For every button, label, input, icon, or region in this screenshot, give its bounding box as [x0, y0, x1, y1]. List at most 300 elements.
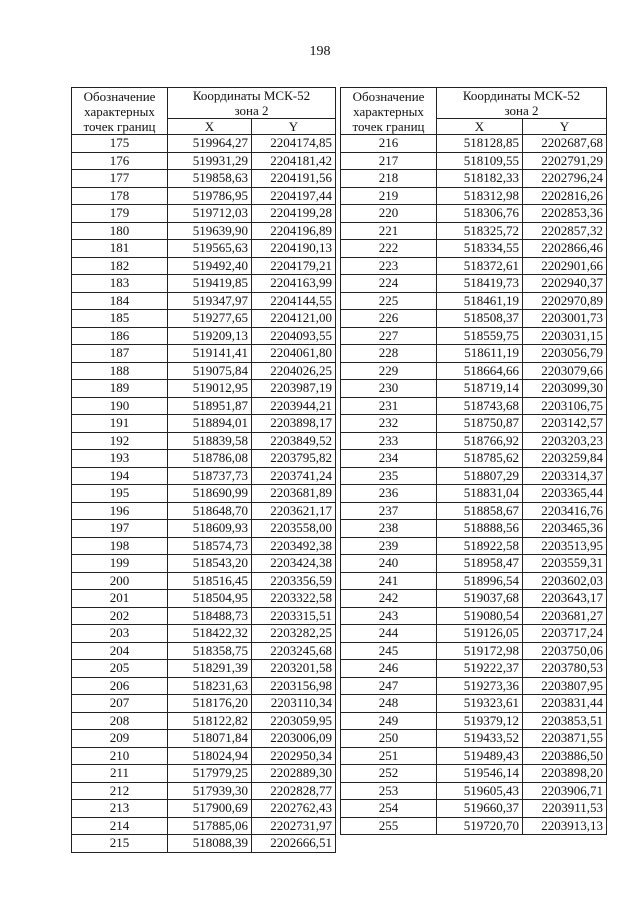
- x-coordinate-cell: 517979,25: [168, 765, 252, 783]
- x-coordinate-cell: 519492,40: [168, 257, 252, 275]
- x-coordinate-cell: 518922,58: [437, 537, 523, 555]
- table-row: [341, 432, 607, 450]
- y-coordinate-cell: 2203001,73: [523, 310, 607, 328]
- point-number-cell: 192: [72, 432, 168, 450]
- x-coordinate-cell: 518504,95: [168, 590, 252, 608]
- x-coordinate-cell: 519546,14: [437, 765, 523, 783]
- y-coordinate-cell: 2202796,24: [523, 170, 607, 188]
- table-row: [341, 205, 607, 223]
- point-number-cell: 189: [72, 380, 168, 398]
- x-coordinate-cell: 519720,70: [437, 817, 523, 835]
- y-coordinate-cell: 2204196,89: [252, 222, 336, 240]
- table-row: [72, 257, 336, 275]
- y-coordinate-cell: 2203849,52: [252, 432, 336, 450]
- point-number-cell: 245: [341, 642, 437, 660]
- point-number-cell: 208: [72, 712, 168, 730]
- point-number-cell: 219: [341, 187, 437, 205]
- y-coordinate-cell: 2203795,82: [252, 450, 336, 468]
- y-coordinate-cell: 2202791,29: [523, 152, 607, 170]
- y-coordinate-cell: 2203750,06: [523, 642, 607, 660]
- table-row: [72, 485, 336, 503]
- table-row: [341, 397, 607, 415]
- x-coordinate-cell: 518325,72: [437, 222, 523, 240]
- y-coordinate-cell: 2203106,75: [523, 397, 607, 415]
- x-coordinate-cell: 518958,47: [437, 555, 523, 573]
- coord-zone-header: зона 2: [437, 103, 607, 119]
- x-coordinate-cell: 518894,01: [168, 415, 252, 433]
- y-coordinate-cell: 2204197,44: [252, 187, 336, 205]
- x-coordinate-cell: 519433,52: [437, 730, 523, 748]
- table-row: [72, 607, 336, 625]
- point-number-cell: 233: [341, 432, 437, 450]
- point-number-cell: 247: [341, 677, 437, 695]
- y-coordinate-cell: 2202950,34: [252, 747, 336, 765]
- y-coordinate-cell: 2204190,13: [252, 240, 336, 258]
- table-row: [341, 747, 607, 765]
- x-coordinate-cell: 519141,41: [168, 345, 252, 363]
- table-row: [72, 310, 336, 328]
- x-coordinate-cell: 519347,97: [168, 292, 252, 310]
- x-coordinate-cell: 518422,32: [168, 625, 252, 643]
- x-coordinate-cell: 518766,92: [437, 432, 523, 450]
- x-coordinate-cell: 518334,55: [437, 240, 523, 258]
- table-row: [341, 310, 607, 328]
- table-row: [72, 625, 336, 643]
- y-coordinate-cell: 2202889,30: [252, 765, 336, 783]
- label-line-1: Обозначение: [352, 88, 425, 104]
- point-number-cell: 232: [341, 415, 437, 433]
- point-number-cell: 212: [72, 782, 168, 800]
- x-coordinate-cell: 519075,84: [168, 362, 252, 380]
- table-row: [72, 677, 336, 695]
- point-number-cell: 196: [72, 502, 168, 520]
- table-row: [72, 572, 336, 590]
- table-row: [72, 835, 336, 853]
- y-coordinate-cell: 2202687,68: [523, 135, 607, 153]
- point-number-cell: 201: [72, 590, 168, 608]
- table-row: [72, 747, 336, 765]
- table-row: [341, 555, 607, 573]
- point-number-cell: 198: [72, 537, 168, 555]
- y-coordinate-cell: 2203079,66: [523, 362, 607, 380]
- y-coordinate-cell: 2204026,25: [252, 362, 336, 380]
- point-number-cell: 231: [341, 397, 437, 415]
- page-number: 198: [309, 44, 331, 59]
- x-coordinate-cell: 518372,61: [437, 257, 523, 275]
- y-coordinate-cell: 2202857,32: [523, 222, 607, 240]
- table-row: [341, 520, 607, 538]
- point-number-cell: 178: [72, 187, 168, 205]
- point-number-cell: 235: [341, 467, 437, 485]
- y-coordinate-cell: 2204181,42: [252, 152, 336, 170]
- y-coordinate-cell: 2203559,31: [523, 555, 607, 573]
- point-number-cell: 204: [72, 642, 168, 660]
- table-row: [341, 695, 607, 713]
- point-number-cell: 185: [72, 310, 168, 328]
- y-coordinate-cell: 2202853,36: [523, 205, 607, 223]
- point-number-cell: 229: [341, 362, 437, 380]
- x-coordinate-cell: 519037,68: [437, 590, 523, 608]
- table-row: [72, 660, 336, 678]
- table-row: [341, 502, 607, 520]
- x-coordinate-cell: 518839,58: [168, 432, 252, 450]
- point-number-cell: 226: [341, 310, 437, 328]
- point-number-cell: 181: [72, 240, 168, 258]
- y-coordinate-cell: 2203056,79: [523, 345, 607, 363]
- x-coordinate-cell: 518807,29: [437, 467, 523, 485]
- table-row: [72, 695, 336, 713]
- x-coordinate-cell: 518306,76: [437, 205, 523, 223]
- point-label-header: [72, 88, 168, 135]
- table-row: [72, 730, 336, 748]
- table-row: [341, 240, 607, 258]
- x-coordinate-cell: 519323,61: [437, 695, 523, 713]
- point-number-cell: 215: [72, 835, 168, 853]
- x-coordinate-cell: 519660,37: [437, 800, 523, 818]
- point-number-cell: 230: [341, 380, 437, 398]
- y-coordinate-cell: 2203315,51: [252, 607, 336, 625]
- x-coordinate-cell: 518488,73: [168, 607, 252, 625]
- x-coordinate-cell: 518719,14: [437, 380, 523, 398]
- x-coordinate-cell: 518611,19: [437, 345, 523, 363]
- x-coordinate-cell: 519172,98: [437, 642, 523, 660]
- x-coordinate-cell: 518609,93: [168, 520, 252, 538]
- x-coordinate-cell: 519605,43: [437, 782, 523, 800]
- x-coordinate-cell: 519639,90: [168, 222, 252, 240]
- table-row: [341, 187, 607, 205]
- y-coordinate-cell: 2203513,95: [523, 537, 607, 555]
- point-number-cell: 227: [341, 327, 437, 345]
- y-coordinate-cell: 2203643,17: [523, 590, 607, 608]
- x-coordinate-cell: 519080,54: [437, 607, 523, 625]
- point-number-cell: 253: [341, 782, 437, 800]
- table-row: [72, 170, 336, 188]
- table-row: [341, 572, 607, 590]
- point-number-cell: 251: [341, 747, 437, 765]
- point-number-cell: 210: [72, 747, 168, 765]
- table-row: [72, 782, 336, 800]
- table-row: [341, 800, 607, 818]
- table-row: [72, 292, 336, 310]
- y-column-header: Y: [523, 119, 607, 135]
- table-row: [341, 362, 607, 380]
- point-number-cell: 176: [72, 152, 168, 170]
- x-coordinate-cell: 518951,87: [168, 397, 252, 415]
- x-coordinate-cell: 518785,62: [437, 450, 523, 468]
- table-row: [341, 135, 607, 153]
- table-row: [341, 450, 607, 468]
- y-coordinate-cell: 2203201,58: [252, 660, 336, 678]
- y-coordinate-cell: 2203681,27: [523, 607, 607, 625]
- coord-system-header: Координаты МСК-52: [437, 88, 607, 104]
- point-number-cell: 225: [341, 292, 437, 310]
- y-coordinate-cell: 2203099,30: [523, 380, 607, 398]
- y-coordinate-cell: 2202901,66: [523, 257, 607, 275]
- x-coordinate-cell: 518996,54: [437, 572, 523, 590]
- point-number-cell: 187: [72, 345, 168, 363]
- y-coordinate-cell: 2204191,56: [252, 170, 336, 188]
- y-coordinate-cell: 2203259,84: [523, 450, 607, 468]
- point-number-cell: 213: [72, 800, 168, 818]
- table-row: [341, 625, 607, 643]
- table-row: [341, 537, 607, 555]
- point-number-cell: 182: [72, 257, 168, 275]
- y-coordinate-cell: 2202816,26: [523, 187, 607, 205]
- point-number-cell: 224: [341, 275, 437, 293]
- y-coordinate-cell: 2202762,43: [252, 800, 336, 818]
- x-coordinate-cell: 518358,75: [168, 642, 252, 660]
- y-coordinate-cell: 2203681,89: [252, 485, 336, 503]
- point-number-cell: 209: [72, 730, 168, 748]
- table-row: [341, 712, 607, 730]
- table-row: [72, 397, 336, 415]
- point-number-cell: 221: [341, 222, 437, 240]
- point-number-cell: 243: [341, 607, 437, 625]
- table-row: [72, 222, 336, 240]
- x-coordinate-cell: 518559,75: [437, 327, 523, 345]
- table-row: [72, 275, 336, 293]
- x-coordinate-cell: 518750,87: [437, 415, 523, 433]
- point-number-cell: 190: [72, 397, 168, 415]
- x-coordinate-cell: 518461,19: [437, 292, 523, 310]
- point-number-cell: 248: [341, 695, 437, 713]
- y-coordinate-cell: 2203142,57: [523, 415, 607, 433]
- table-row: [72, 415, 336, 433]
- point-number-cell: 238: [341, 520, 437, 538]
- y-coordinate-cell: 2203741,24: [252, 467, 336, 485]
- x-coordinate-cell: 518888,56: [437, 520, 523, 538]
- y-coordinate-cell: 2203416,76: [523, 502, 607, 520]
- table-row: [341, 782, 607, 800]
- y-coordinate-cell: 2203911,53: [523, 800, 607, 818]
- y-coordinate-cell: 2204144,55: [252, 292, 336, 310]
- table-row: [72, 187, 336, 205]
- table-row: [341, 327, 607, 345]
- y-coordinate-cell: 2202940,37: [523, 275, 607, 293]
- table-row: [341, 222, 607, 240]
- label-line-2: характерных: [353, 103, 424, 119]
- y-coordinate-cell: 2202731,97: [252, 817, 336, 835]
- table-row: [72, 450, 336, 468]
- y-coordinate-cell: 2204163,99: [252, 275, 336, 293]
- table-row: [341, 292, 607, 310]
- point-number-cell: 200: [72, 572, 168, 590]
- label-line-1: Обозначение: [83, 88, 156, 104]
- table-row: [341, 467, 607, 485]
- table-row: [341, 607, 607, 625]
- x-coordinate-cell: 519126,05: [437, 625, 523, 643]
- table-row: [341, 765, 607, 783]
- label-line-3: точек границ: [83, 118, 156, 134]
- y-coordinate-cell: 2204199,28: [252, 205, 336, 223]
- y-coordinate-cell: 2203203,23: [523, 432, 607, 450]
- x-coordinate-cell: 518858,67: [437, 502, 523, 520]
- y-coordinate-cell: 2203853,51: [523, 712, 607, 730]
- table-row: [72, 327, 336, 345]
- x-coordinate-cell: 518122,82: [168, 712, 252, 730]
- y-coordinate-cell: 2203110,34: [252, 695, 336, 713]
- y-coordinate-cell: 2203621,17: [252, 502, 336, 520]
- table-row: [341, 170, 607, 188]
- x-coordinate-cell: 519489,43: [437, 747, 523, 765]
- table-row: [341, 380, 607, 398]
- x-coordinate-cell: 519379,12: [437, 712, 523, 730]
- point-number-cell: 244: [341, 625, 437, 643]
- point-number-cell: 199: [72, 555, 168, 573]
- table-row: [72, 537, 336, 555]
- point-number-cell: 188: [72, 362, 168, 380]
- table-row: [72, 555, 336, 573]
- point-number-cell: 191: [72, 415, 168, 433]
- point-number-cell: 228: [341, 345, 437, 363]
- point-number-cell: 184: [72, 292, 168, 310]
- coord-zone-header: зона 2: [168, 103, 336, 119]
- x-coordinate-cell: 519931,29: [168, 152, 252, 170]
- x-coordinate-cell: 518182,33: [437, 170, 523, 188]
- x-coordinate-cell: 519858,63: [168, 170, 252, 188]
- y-coordinate-cell: 2203807,95: [523, 677, 607, 695]
- x-coordinate-cell: 518291,39: [168, 660, 252, 678]
- y-column-header: Y: [252, 119, 336, 135]
- x-coordinate-cell: 518109,55: [437, 152, 523, 170]
- point-number-cell: 202: [72, 607, 168, 625]
- point-number-cell: 220: [341, 205, 437, 223]
- y-coordinate-cell: 2203059,95: [252, 712, 336, 730]
- point-number-cell: 186: [72, 327, 168, 345]
- y-coordinate-cell: 2203465,36: [523, 520, 607, 538]
- table-row: [72, 345, 336, 363]
- point-number-cell: 254: [341, 800, 437, 818]
- x-coordinate-cell: 518690,99: [168, 485, 252, 503]
- point-number-cell: 205: [72, 660, 168, 678]
- x-coordinate-cell: 518419,73: [437, 275, 523, 293]
- point-number-cell: 255: [341, 817, 437, 835]
- table-row: [341, 677, 607, 695]
- table-row: [72, 817, 336, 835]
- x-coordinate-cell: 518574,73: [168, 537, 252, 555]
- point-number-cell: 206: [72, 677, 168, 695]
- x-coordinate-cell: 517900,69: [168, 800, 252, 818]
- x-coordinate-cell: 518648,70: [168, 502, 252, 520]
- table-row: [341, 730, 607, 748]
- y-coordinate-cell: 2202828,77: [252, 782, 336, 800]
- table-row: [341, 257, 607, 275]
- point-number-cell: 239: [341, 537, 437, 555]
- table-row: [341, 415, 607, 433]
- table-row: [341, 275, 607, 293]
- point-number-cell: 222: [341, 240, 437, 258]
- y-coordinate-cell: 2204093,55: [252, 327, 336, 345]
- point-number-cell: 183: [72, 275, 168, 293]
- coordinates-table-left: [71, 87, 336, 853]
- table-row: [72, 502, 336, 520]
- x-coordinate-cell: 518128,85: [437, 135, 523, 153]
- point-number-cell: 246: [341, 660, 437, 678]
- point-number-cell: 207: [72, 695, 168, 713]
- x-coordinate-cell: 518516,45: [168, 572, 252, 590]
- point-number-cell: 195: [72, 485, 168, 503]
- table-row: [341, 817, 607, 835]
- point-number-cell: 211: [72, 765, 168, 783]
- point-number-cell: 249: [341, 712, 437, 730]
- table-row: [72, 520, 336, 538]
- table-row: [72, 362, 336, 380]
- point-number-cell: 242: [341, 590, 437, 608]
- y-coordinate-cell: 2203780,53: [523, 660, 607, 678]
- point-number-cell: 180: [72, 222, 168, 240]
- x-coordinate-cell: 519012,95: [168, 380, 252, 398]
- table-row: [72, 765, 336, 783]
- point-number-cell: 179: [72, 205, 168, 223]
- y-coordinate-cell: 2203282,25: [252, 625, 336, 643]
- y-coordinate-cell: 2203913,13: [523, 817, 607, 835]
- y-coordinate-cell: 2203424,38: [252, 555, 336, 573]
- point-number-cell: 218: [341, 170, 437, 188]
- y-coordinate-cell: 2204061,80: [252, 345, 336, 363]
- x-coordinate-cell: 518312,98: [437, 187, 523, 205]
- x-coordinate-cell: 518231,63: [168, 677, 252, 695]
- point-number-cell: 177: [72, 170, 168, 188]
- x-coordinate-cell: 518024,94: [168, 747, 252, 765]
- x-coordinate-cell: 518737,73: [168, 467, 252, 485]
- x-coordinate-cell: 519565,63: [168, 240, 252, 258]
- table-row: [72, 642, 336, 660]
- x-coordinate-cell: 519712,03: [168, 205, 252, 223]
- table-row: [72, 380, 336, 398]
- table-row: [72, 205, 336, 223]
- table-row: [72, 712, 336, 730]
- table-row: [72, 432, 336, 450]
- point-number-cell: 194: [72, 467, 168, 485]
- x-coordinate-cell: 518831,04: [437, 485, 523, 503]
- point-number-cell: 197: [72, 520, 168, 538]
- y-coordinate-cell: 2203322,58: [252, 590, 336, 608]
- point-number-cell: 236: [341, 485, 437, 503]
- x-coordinate-cell: 519222,37: [437, 660, 523, 678]
- table-row: [341, 660, 607, 678]
- table-row: [72, 240, 336, 258]
- x-coordinate-cell: 519419,85: [168, 275, 252, 293]
- y-coordinate-cell: 2203906,71: [523, 782, 607, 800]
- table-row: [72, 467, 336, 485]
- table-row: [341, 485, 607, 503]
- y-coordinate-cell: 2204174,85: [252, 135, 336, 153]
- point-number-cell: 217: [341, 152, 437, 170]
- table-row: [72, 590, 336, 608]
- point-number-cell: 234: [341, 450, 437, 468]
- point-number-cell: 240: [341, 555, 437, 573]
- y-coordinate-cell: 2203886,50: [523, 747, 607, 765]
- point-number-cell: 214: [72, 817, 168, 835]
- point-number-cell: 216: [341, 135, 437, 153]
- table-row: [72, 152, 336, 170]
- x-coordinate-cell: 519277,65: [168, 310, 252, 328]
- y-coordinate-cell: 2203831,44: [523, 695, 607, 713]
- x-coordinate-cell: 518543,20: [168, 555, 252, 573]
- table-row: [72, 800, 336, 818]
- y-coordinate-cell: 2204179,21: [252, 257, 336, 275]
- x-coordinate-cell: 517885,06: [168, 817, 252, 835]
- y-coordinate-cell: 2203558,00: [252, 520, 336, 538]
- y-coordinate-cell: 2202970,89: [523, 292, 607, 310]
- y-coordinate-cell: 2203602,03: [523, 572, 607, 590]
- x-coordinate-cell: 518508,37: [437, 310, 523, 328]
- y-coordinate-cell: 2203356,59: [252, 572, 336, 590]
- y-coordinate-cell: 2204121,00: [252, 310, 336, 328]
- y-coordinate-cell: 2203898,17: [252, 415, 336, 433]
- point-number-cell: 193: [72, 450, 168, 468]
- table-row: [341, 590, 607, 608]
